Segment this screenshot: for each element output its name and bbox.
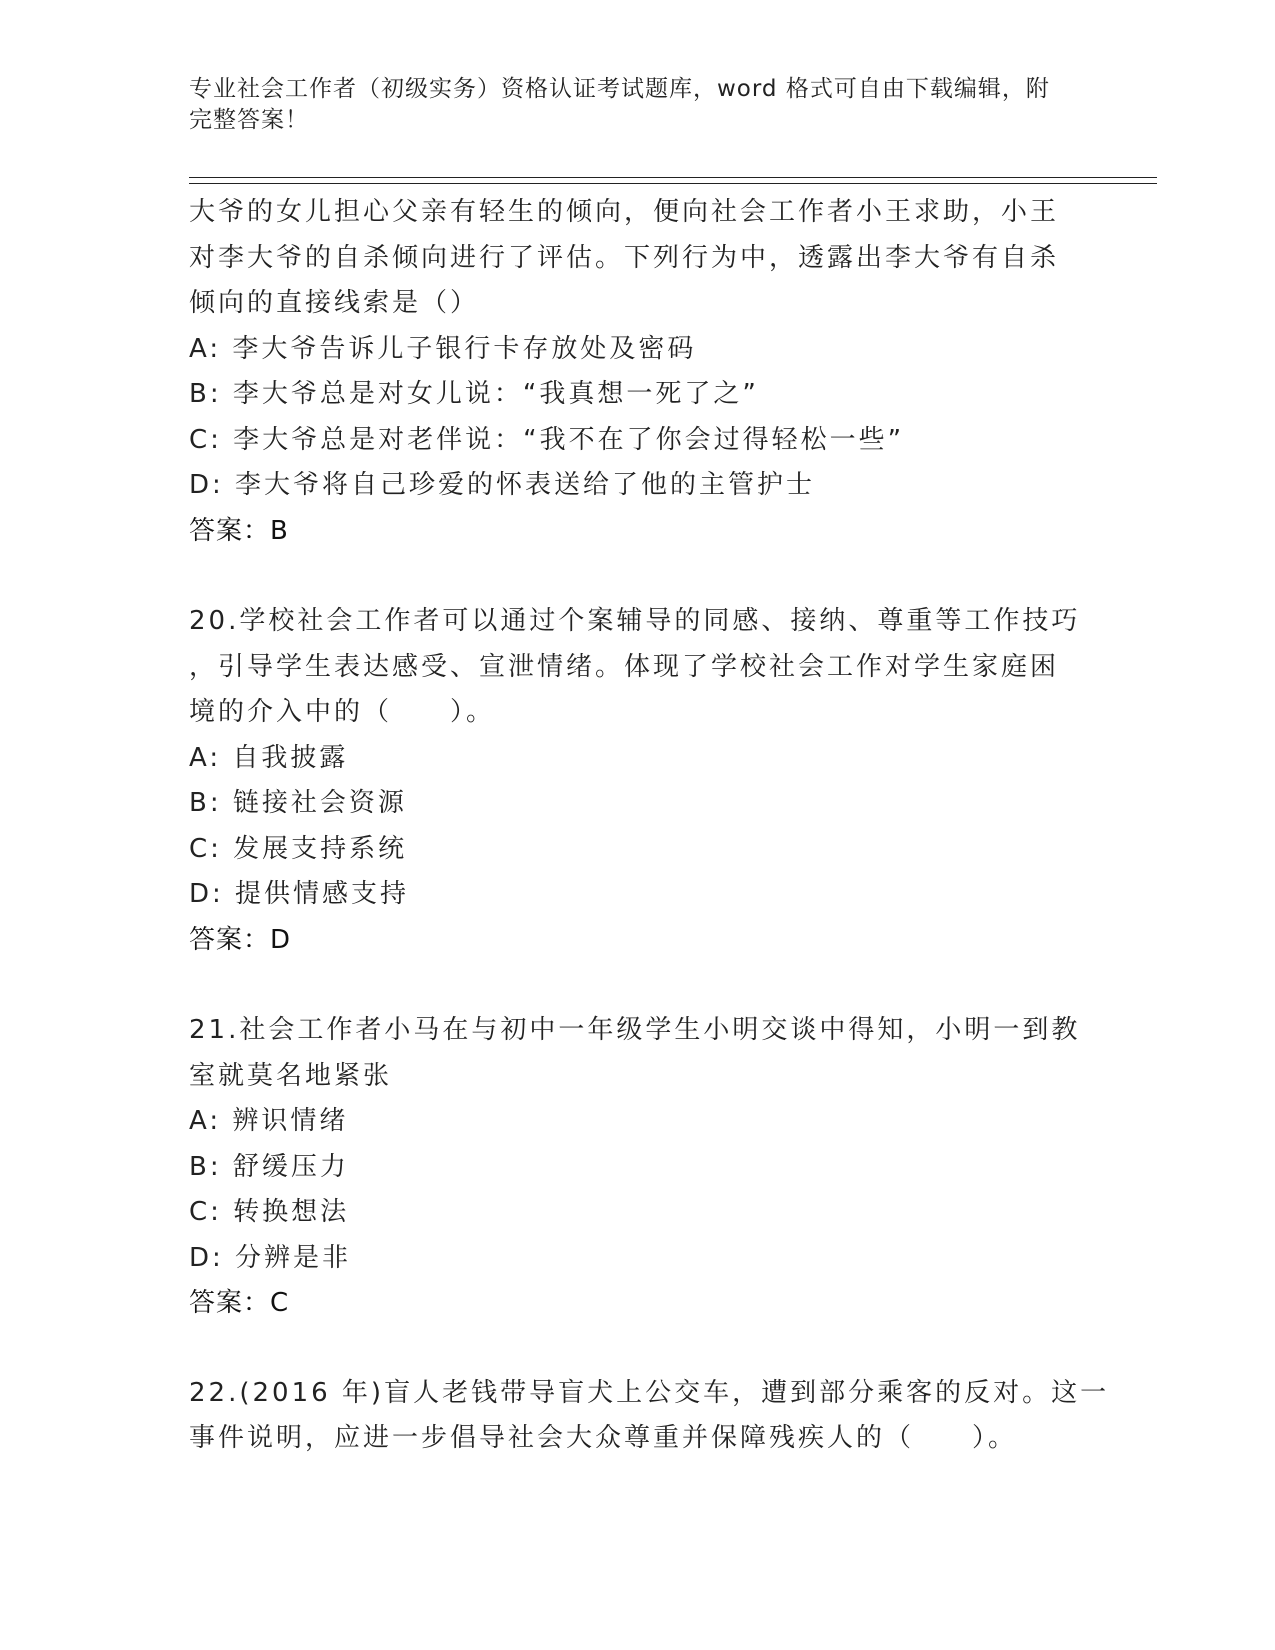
question-stem-line: 22.(2016 年)盲人老钱带导盲犬上公交车，遭到部分乘客的反对。这一: [189, 1377, 1110, 1408]
option-c: C: 李大爷总是对老伴说：“我不在了你会过得轻松一些”: [189, 424, 905, 455]
header-line-2: 完整答案！: [189, 107, 309, 133]
option-d: D: 提供情感支持: [189, 879, 410, 909]
answer-line: 答案：D: [189, 924, 292, 955]
option-d: D: 李大爷将自己珍爱的怀表送给了他的主管护士: [189, 470, 816, 500]
question-stem-line: 事件说明，应进一步倡导社会大众尊重并保障残疾人的（ ）。: [189, 1423, 1018, 1453]
option-c: C: 发展支持系统: [189, 833, 408, 864]
option-b: B: 舒缓压力: [189, 1151, 349, 1182]
option-b: B: 链接社会资源: [189, 788, 407, 818]
document-body: [189, 190, 1110, 1462]
header-divider-top: [189, 177, 1157, 178]
question-20: [189, 599, 1089, 963]
question-stem-line: 室就莫名地紧张: [189, 1060, 393, 1091]
option-c: C: 转换想法: [189, 1197, 350, 1227]
question-22: [189, 1371, 1110, 1462]
option-a: A: 辨识情绪: [189, 1106, 349, 1136]
document-header: [189, 74, 1089, 136]
question-21: [189, 1008, 1089, 1327]
header-divider-bottom: [189, 183, 1157, 184]
answer-line: 答案：B: [189, 515, 289, 546]
option-a: A: 李大爷告诉儿子银行卡存放处及密码: [189, 333, 697, 364]
spacer: [189, 554, 1089, 599]
question-stem-line: 倾向的直接线索是（）: [189, 288, 480, 318]
option-a: A: 自我披露: [189, 742, 349, 773]
question-stem-line: 大爷的女儿担心父亲有轻生的倾向，便向社会工作者小王求助，小王: [189, 197, 1060, 227]
spacer: [189, 963, 1089, 1008]
question-19: [189, 190, 1089, 554]
question-stem-line: 对李大爷的自杀倾向进行了评估。下列行为中，透露出李大爷有自杀: [189, 242, 1060, 273]
option-b: B: 李大爷总是对女儿说：“我真想一死了之”: [189, 379, 759, 409]
question-stem-line: 20.学校社会工作者可以通过个案辅导的同感、接纳、尊重等工作技巧: [189, 606, 1081, 636]
question-stem-line: 21.社会工作者小马在与初中一年级学生小明交谈中得知，小明一到教: [189, 1015, 1081, 1045]
header-line-1: 专业社会工作者（初级实务）资格认证考试题库，word 格式可自由下载编辑，附: [189, 76, 1050, 102]
spacer: [189, 1327, 1089, 1371]
answer-line: 答案：C: [189, 1288, 290, 1318]
option-d: D: 分辨是非: [189, 1242, 352, 1273]
question-stem-line: 境的介入中的（ ）。: [189, 697, 496, 727]
question-stem-line: ，引导学生表达感受、宣泄情绪。体现了学校社会工作对学生家庭困: [189, 651, 1060, 682]
